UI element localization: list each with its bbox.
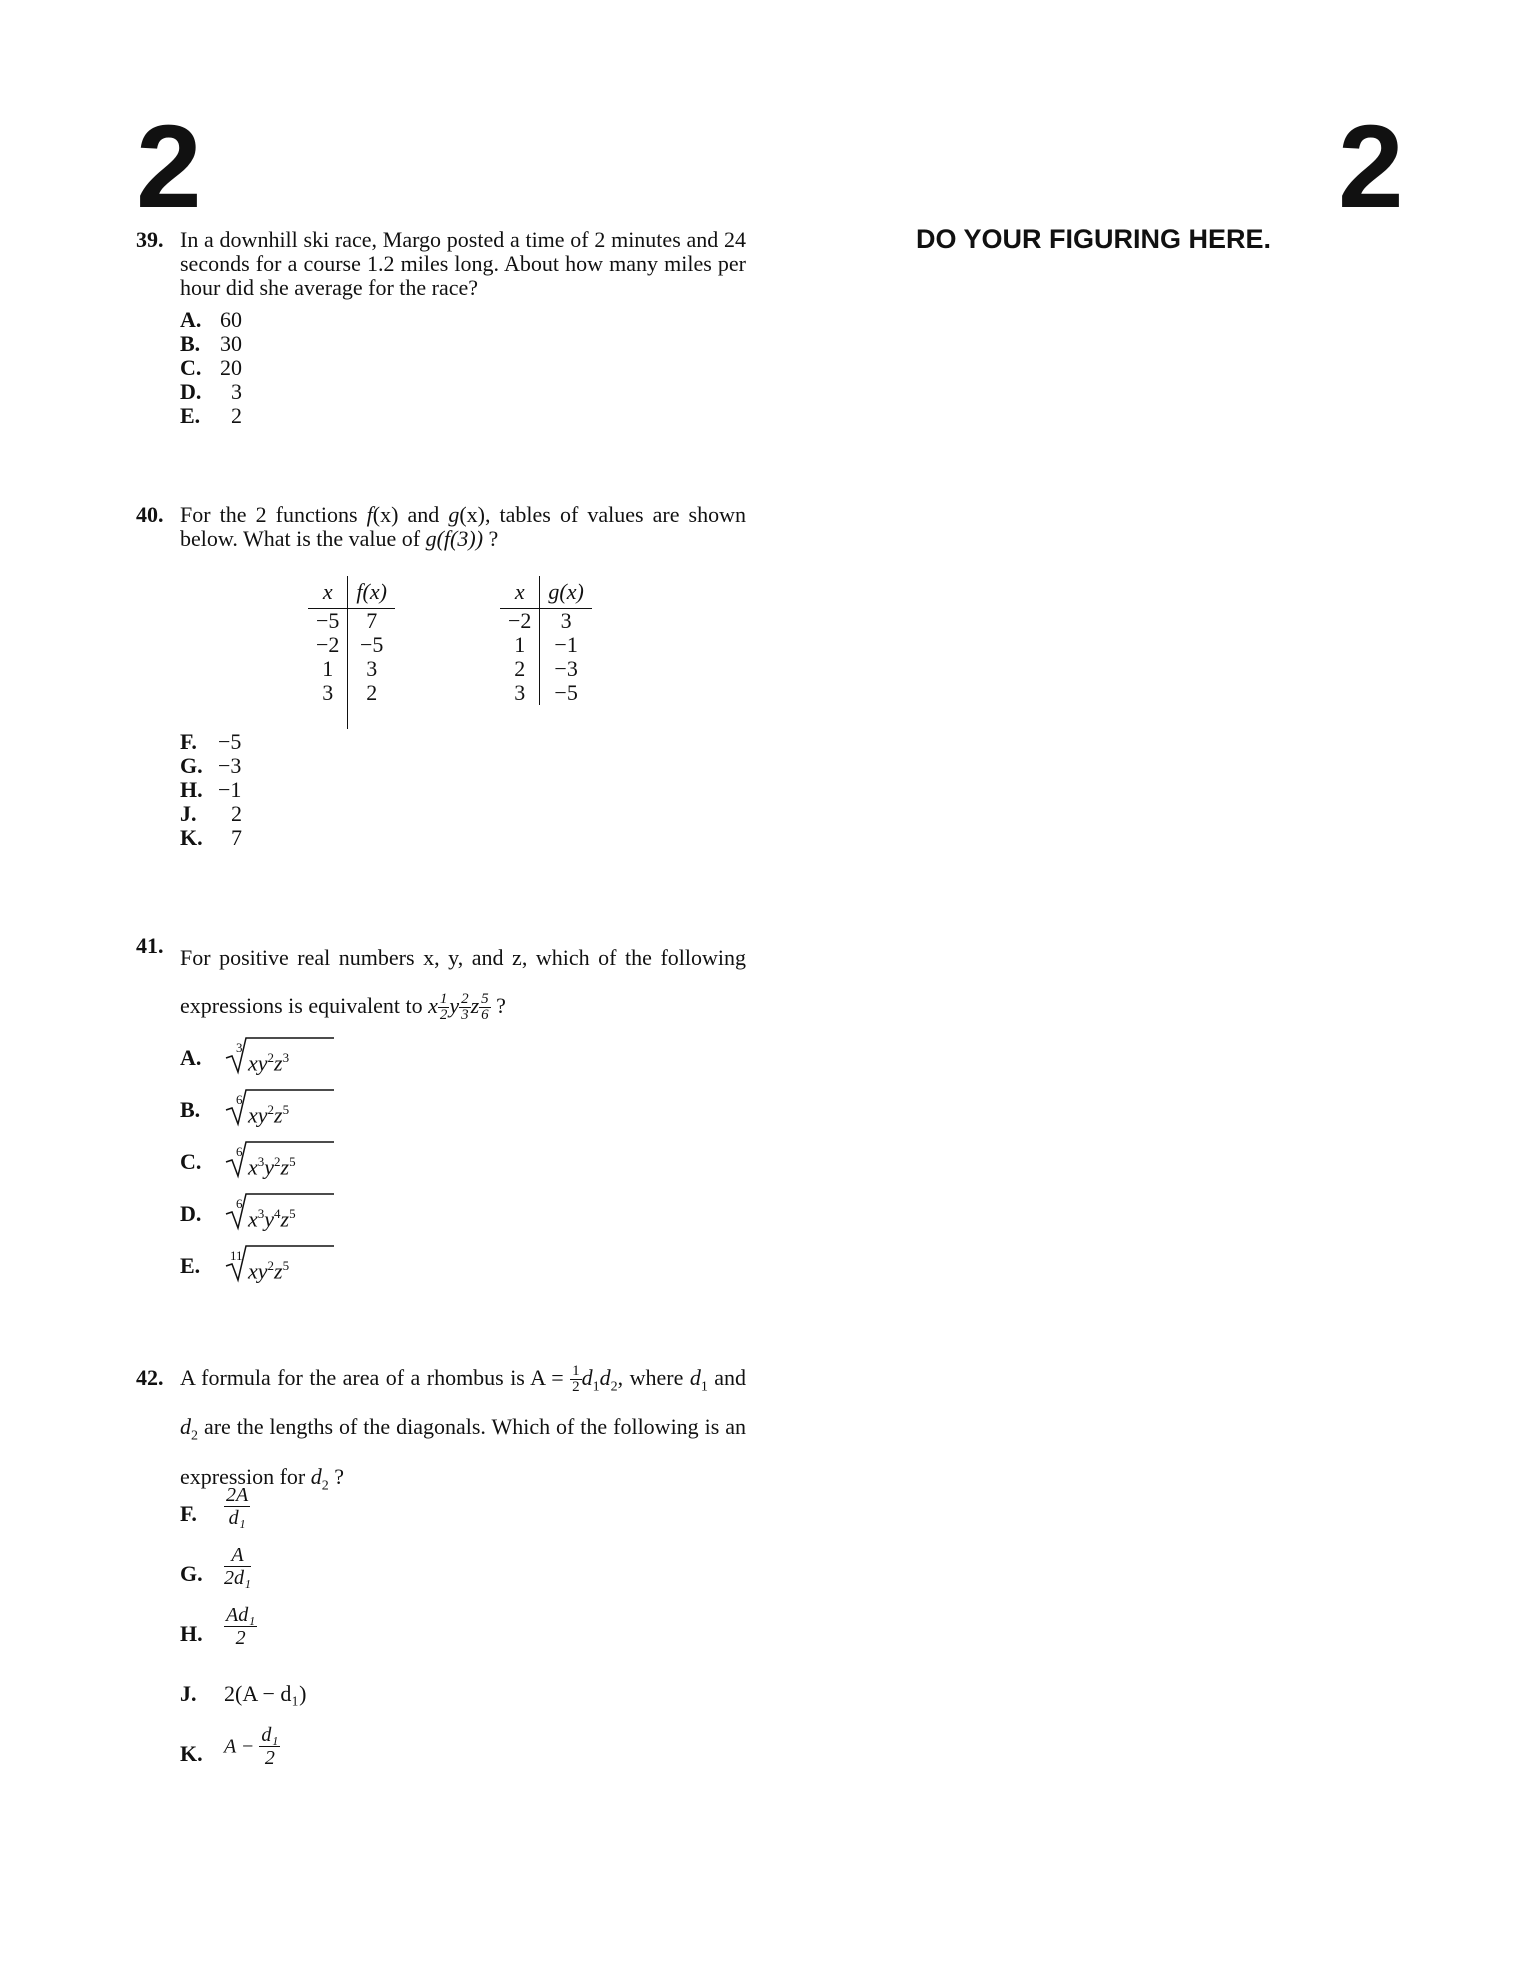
- table-cell: −2: [308, 633, 348, 657]
- choice-letter: J.: [180, 801, 197, 826]
- choice-value: 2(A − d₁): [224, 1681, 307, 1706]
- question-text: In a downhill ski race, Margo posted a time of 2 minutes and 24 seconds for a course 1.2 miles long. About how many miles per hour did she average for the race?: [180, 227, 746, 300]
- choice-letter: F.: [180, 1501, 197, 1526]
- choice-d[interactable]: [180, 1188, 746, 1240]
- choice-e[interactable]: [180, 404, 746, 428]
- table-cell: 1: [308, 657, 348, 681]
- question-number: 42.: [136, 1365, 164, 1390]
- table-cell: 7: [366, 608, 378, 633]
- answer-choices: [180, 730, 746, 850]
- table-cell: 3: [308, 681, 348, 705]
- table-cell: 3: [366, 656, 378, 681]
- choice-a[interactable]: [180, 1032, 746, 1084]
- question-42-choices: [136, 1484, 746, 1784]
- table-cell: 3: [560, 608, 572, 633]
- choice-value: −3: [218, 753, 242, 778]
- choice-k[interactable]: [180, 826, 746, 850]
- question-text: For the 2 functions f(x) and g(x), tables of values are shown below. What is the value of g(f(3)) ?: [180, 502, 746, 551]
- table-cell: −1: [554, 632, 578, 657]
- table-header: f(x): [348, 576, 395, 609]
- table-header: x: [308, 576, 348, 609]
- section-number-right: 2: [1338, 101, 1404, 233]
- table-cell: 3: [500, 681, 540, 705]
- choice-letter: E.: [180, 1253, 201, 1278]
- choice-value: −5: [218, 729, 242, 754]
- choice-letter: H.: [180, 1621, 203, 1646]
- table-g: [500, 576, 592, 705]
- choice-letter: D.: [180, 1201, 202, 1226]
- radical-expression: 6 $x^3y^2z^5$: [224, 1136, 344, 1180]
- choice-b[interactable]: [180, 332, 746, 356]
- answer-choices: [180, 308, 746, 428]
- answer-choices: [180, 1484, 746, 1784]
- table-cell: −5: [359, 632, 384, 657]
- table-cell: 2: [366, 680, 378, 705]
- choice-k[interactable]: K. A − $\frac{\text{d₁}}{2}$: [180, 1724, 279, 1769]
- choice-letter: K.: [180, 1741, 203, 1766]
- choice-f[interactable]: F. $\frac{2A}{\text{d₁}}$: [180, 1484, 249, 1529]
- question-number: 40.: [136, 502, 164, 527]
- question-40: [136, 503, 746, 551]
- answer-choices: [180, 1032, 746, 1292]
- choice-c[interactable]: [180, 1136, 746, 1188]
- table-cell: 2: [500, 657, 540, 681]
- question-text: A formula for the area of a rhombus is A = $\frac{1}{2}$ $d_1d_2$, where $d_1$ and $d_2$ are the lengths of the diagonals. Which of the following is an expression for $d_2$ ?: [180, 1363, 747, 1494]
- choice-letter: A.: [180, 307, 202, 332]
- radical-expression: 6 $x^3y^4z^5$: [224, 1188, 344, 1232]
- target-expression: x $\frac{1}{2}$ y $\frac{2}{3}$ z $\frac{5}{6}$: [428, 991, 489, 1024]
- table-cell: −2: [500, 609, 540, 634]
- question-number: 41.: [136, 933, 164, 958]
- choice-value: 3: [231, 379, 242, 404]
- choice-d[interactable]: [180, 380, 746, 404]
- choice-letter: A.: [180, 1045, 202, 1070]
- choice-h[interactable]: [180, 778, 746, 802]
- choice-c[interactable]: [180, 356, 746, 380]
- choice-value: 2: [231, 801, 242, 826]
- radical-expression: 3 $xy^2z^3$: [224, 1032, 344, 1076]
- choice-f[interactable]: [180, 730, 746, 754]
- table-cell: −3: [554, 656, 578, 681]
- choice-letter: B.: [180, 1097, 201, 1122]
- figuring-label: DO YOUR FIGURING HERE.: [916, 224, 1272, 254]
- choice-letter: K.: [180, 825, 203, 850]
- choice-letter: B.: [180, 331, 201, 356]
- section-number-left: 2: [136, 101, 202, 233]
- choice-letter: D.: [180, 379, 202, 404]
- radical-expression: 11 $xy^2z^5$: [224, 1240, 344, 1284]
- question-40-choices: [136, 730, 746, 850]
- choice-h[interactable]: H. $\frac{\text{Ad₁}}{2}$: [180, 1604, 256, 1649]
- radical-expression: 6 $xy^2z^5$: [224, 1084, 344, 1128]
- choice-e[interactable]: [180, 1240, 746, 1292]
- choice-letter: C.: [180, 1149, 202, 1174]
- choice-letter: C.: [180, 355, 202, 380]
- table-f: [308, 576, 395, 729]
- choice-letter: E.: [180, 403, 201, 428]
- question-number: 39.: [136, 227, 164, 252]
- table-cell: −5: [308, 609, 348, 634]
- choice-j[interactable]: [180, 1664, 746, 1724]
- question-39: [136, 228, 746, 428]
- choice-a[interactable]: [180, 308, 746, 332]
- choice-value: 7: [231, 825, 242, 850]
- choice-letter: H.: [180, 777, 203, 802]
- choice-value: −1: [218, 777, 242, 802]
- question-41-choices: [136, 1032, 746, 1292]
- choice-letter: G.: [180, 1561, 203, 1586]
- table-cell: 1: [500, 633, 540, 657]
- choice-letter: G.: [180, 753, 203, 778]
- choice-letter: J.: [180, 1681, 197, 1706]
- choice-letter: F.: [180, 729, 197, 754]
- question-41: [136, 934, 746, 1030]
- choice-j[interactable]: [180, 802, 746, 826]
- choice-value: 20: [220, 355, 242, 380]
- choice-value: 60: [220, 307, 242, 332]
- choice-g[interactable]: G. $\frac{A}{\text{2d₁}}$: [180, 1544, 251, 1589]
- question-text: For positive real numbers x, y, and z, which of the following expressions is equivalent to x $\frac{1}{2}$ y $\frac{2}{3}$ z $\frac{5}{6}$ ?: [180, 945, 746, 1024]
- table-header: g(x): [540, 576, 592, 609]
- choice-value: 2: [231, 403, 242, 428]
- choice-g[interactable]: [180, 754, 746, 778]
- choice-b[interactable]: [180, 1084, 746, 1136]
- table-header: x: [500, 576, 540, 609]
- choice-value: 30: [220, 331, 242, 356]
- table-cell: −5: [554, 680, 578, 705]
